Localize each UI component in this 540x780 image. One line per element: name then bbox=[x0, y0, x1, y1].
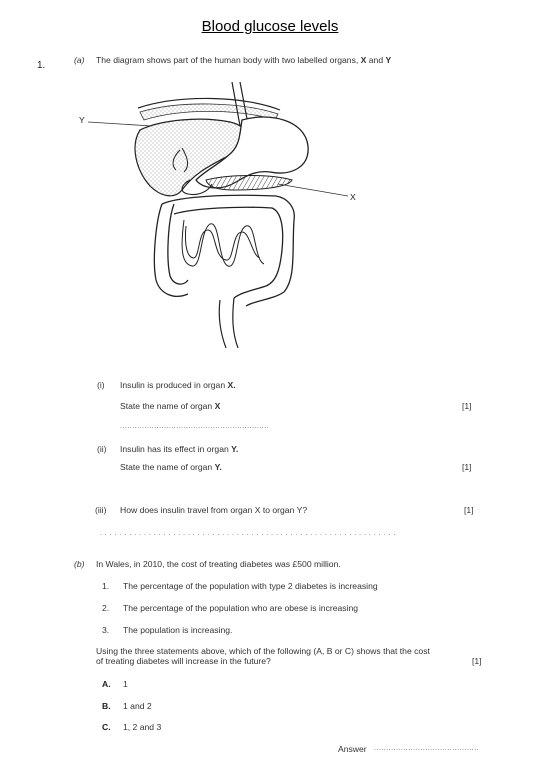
sub-i-mark: [1] bbox=[462, 401, 472, 411]
question-number: 1. bbox=[37, 60, 46, 71]
part-b-mark: [1] bbox=[472, 656, 482, 666]
sub-i-answer-line[interactable]: ............................................................. bbox=[120, 423, 270, 430]
option-a-letter: A. bbox=[102, 679, 111, 689]
option-c-letter: C. bbox=[102, 722, 111, 732]
sub-ii-statement bbox=[120, 444, 238, 454]
statement-3-number: 3. bbox=[102, 625, 110, 635]
sub-ii-number: (ii) bbox=[97, 444, 107, 454]
sub-iii-number: (iii) bbox=[95, 505, 107, 515]
sub-ii-statement-text: Insulin has its effect in organ bbox=[120, 444, 229, 454]
part-a-intro bbox=[96, 55, 391, 65]
option-b-letter: B. bbox=[102, 701, 111, 711]
statement-2-text: The percentage of the population who are obese is increasing bbox=[123, 603, 359, 613]
part-b-question-line-1: Using the three statements above, which of the following (A, B or C) shows that the cost bbox=[96, 646, 430, 656]
sub-ii-statement-organ: Y. bbox=[231, 444, 239, 454]
statement-1-text: The percentage of the population with type 2 diabetes is increasing bbox=[123, 581, 378, 591]
label-line-x bbox=[278, 184, 348, 196]
answer-label: Answer bbox=[338, 744, 367, 754]
sub-iii-mark: [1] bbox=[464, 505, 474, 515]
sub-ii-mark: [1] bbox=[462, 462, 472, 472]
pancreas-organ-x bbox=[206, 176, 292, 191]
part-a-intro-y: Y bbox=[385, 55, 392, 65]
option-a-text[interactable]: 1 bbox=[123, 679, 128, 689]
diagram-label-y: Y bbox=[79, 115, 85, 125]
page-title: Blood glucose levels bbox=[201, 18, 339, 35]
sub-iii-question: How does insulin travel from organ X to organ Y? bbox=[120, 505, 308, 515]
large-intestine bbox=[154, 195, 294, 306]
part-b-intro: In Wales, in 2010, the cost of treating diabetes was £500 million. bbox=[96, 559, 341, 569]
sub-i-number: (i) bbox=[97, 380, 105, 390]
part-a-intro-and: and bbox=[368, 55, 384, 65]
sub-ii-question bbox=[120, 462, 222, 472]
sub-i-statement-text: Insulin is produced in organ bbox=[120, 380, 226, 390]
diagram-label-x: X bbox=[350, 192, 356, 202]
sub-ii-question-organ: Y. bbox=[214, 462, 222, 472]
small-intestine bbox=[182, 220, 264, 266]
option-c-text[interactable]: 1, 2 and 3 bbox=[123, 722, 162, 732]
label-line-y bbox=[88, 122, 152, 126]
sub-i-question-organ: X bbox=[214, 401, 221, 411]
sub-i-question-text: State the name of organ bbox=[120, 401, 213, 411]
sub-i-statement-organ: X. bbox=[227, 380, 236, 390]
rectum bbox=[219, 298, 238, 348]
sub-ii-question-text: State the name of organ bbox=[120, 462, 213, 472]
sub-i-statement bbox=[120, 380, 236, 390]
digestive-system-diagram bbox=[70, 80, 370, 360]
sub-i-question bbox=[120, 401, 220, 411]
statement-2-number: 2. bbox=[102, 603, 110, 613]
option-b-text[interactable]: 1 and 2 bbox=[123, 701, 152, 711]
statement-1-number: 1. bbox=[102, 581, 110, 591]
answer-line[interactable]: ........................................... bbox=[374, 745, 480, 752]
part-a-label: (a) bbox=[74, 55, 85, 65]
part-b-question-line-2: of treating diabetes will increase in the future? bbox=[96, 656, 271, 666]
part-a-intro-x: X bbox=[360, 55, 367, 65]
sub-iii-answer-line[interactable]: . . . . . . . . . . . . . . . . . . . . . . . . . . . . . . . . . . . . . . . . . . . . . . . . . . . . . . . . . . . . . bbox=[100, 530, 396, 537]
statement-3-text: The population is increasing. bbox=[123, 625, 233, 635]
part-b-label: (b) bbox=[74, 559, 85, 569]
part-a-intro-text: The diagram shows part of the human body with two labelled organs, bbox=[96, 55, 359, 65]
